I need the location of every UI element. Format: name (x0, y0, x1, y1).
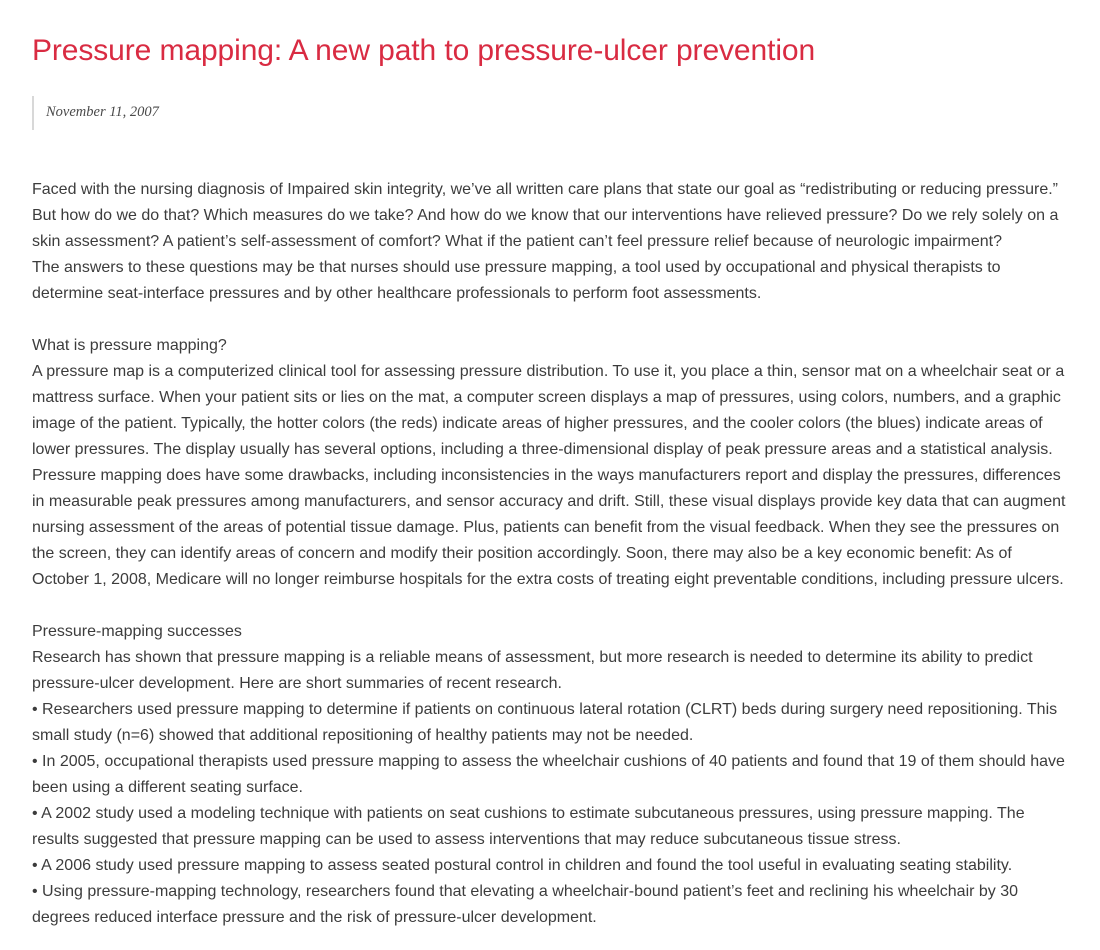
bullet-glyph: • (32, 752, 43, 770)
publish-date: November 11, 2007 (46, 104, 159, 121)
list-item-text: Using pressure-mapping technology, researchers found that elevating a wheelchair-bound patient’s feet and reclining his wheelchair by 30 degrees reduced interface pressure and the risk of pressure-ulcer development. (32, 882, 1019, 926)
what-is-paragraph-2: Pressure mapping does have some drawbacks, including inconsistencies in the ways manufacturers report and display the pressures, differences in measurable peak pressures among manufacturers, and sensor accuracy and drift. Still, these visual displays provide key data that can augment nursing assessment of the areas of potential tissue damage. Plus, patients can benefit from the visual feedback. When they see the pressures on the screen, they can identify areas of concern and modify their position accordingly. Soon, there may also be a key economic benefit: As of October 1, 2008, Medicare will no longer reimburse hospitals for the extra costs of treating eight preventable conditions, including pressure ulcers. (32, 466, 1066, 588)
article-body (32, 177, 1068, 931)
bullet-glyph: • (32, 856, 42, 874)
list-item (32, 879, 1068, 931)
page-title: Pressure mapping: A new path to pressure-ulcer prevention (32, 34, 816, 67)
intro-paragraph-1: Faced with the nursing diagnosis of Impaired skin integrity, we’ve all written care plans that state our goal as “redistributing or reducing pressure.” But how do we do that? Which measures do we take? And how do we know that our interventions have relieved pressure? Do we rely solely on a skin assessment? A patient’s self-assessment of comfort? What if the patient can’t feel pressure relief because of neurologic impairment? (32, 180, 1059, 250)
list-item (32, 853, 1068, 879)
section-heading-what-is-pressure-mapping: What is pressure mapping? (32, 336, 227, 354)
article-meta (32, 96, 1068, 130)
list-item-text: Researchers used pressure mapping to determine if patients on continuous lateral rotation (CLRT) beds during surgery need repositioning. This small study (n=6) showed that additional repositioning of healthy patients may not be needed. (32, 700, 1058, 744)
list-item (32, 697, 1068, 749)
list-item-text: In 2005, occupational therapists used pressure mapping to assess the wheelchair cushions of 40 patients and found that 19 of them should have been using a different seating surface. (32, 752, 1065, 796)
list-item (32, 801, 1068, 853)
list-item-text: A 2002 study used a modeling technique with patients on seat cushions to estimate subcutaneous pressures, using pressure mapping. The results suggested that pressure mapping can be used to assess interventions that may reduce subcutaneous tissue stress. (32, 804, 1025, 848)
bullet-glyph: • (32, 700, 43, 718)
what-is-paragraph-1: A pressure map is a computerized clinical tool for assessing pressure distribution. To use it, you place a thin, sensor mat on a wheelchair seat or a mattress surface. When your patient sits or lies on the mat, a computer screen displays a map of pressures, using colors, numbers, and a graphic image of the patient. Typically, the hotter colors (the reds) indicate areas of higher pressures, and the cooler colors (the blues) indicate areas of lower pressures. The display usually has several options, including a three-dimensional display of peak pressure areas and a statistical analysis. (32, 362, 1065, 458)
successes-intro: Research has shown that pressure mapping is a reliable means of assessment, but more research is needed to determine its ability to predict pressure-ulcer development. Here are short summaries of recent research. (32, 648, 1033, 692)
section-heading-pressure-mapping-successes: Pressure-mapping successes (32, 622, 242, 640)
bullet-glyph: • (32, 804, 42, 822)
intro-paragraph-2: The answers to these questions may be that nurses should use pressure mapping, a tool used by occupational and physical therapists to determine seat-interface pressures and by other healthcare professionals to perform foot assessments. (32, 258, 1001, 302)
bullet-glyph: • (32, 882, 43, 900)
list-item-text: A 2006 study used pressure mapping to assess seated postural control in children and found the tool useful in evaluating seating stability. (41, 856, 1013, 874)
list-item (32, 749, 1068, 801)
